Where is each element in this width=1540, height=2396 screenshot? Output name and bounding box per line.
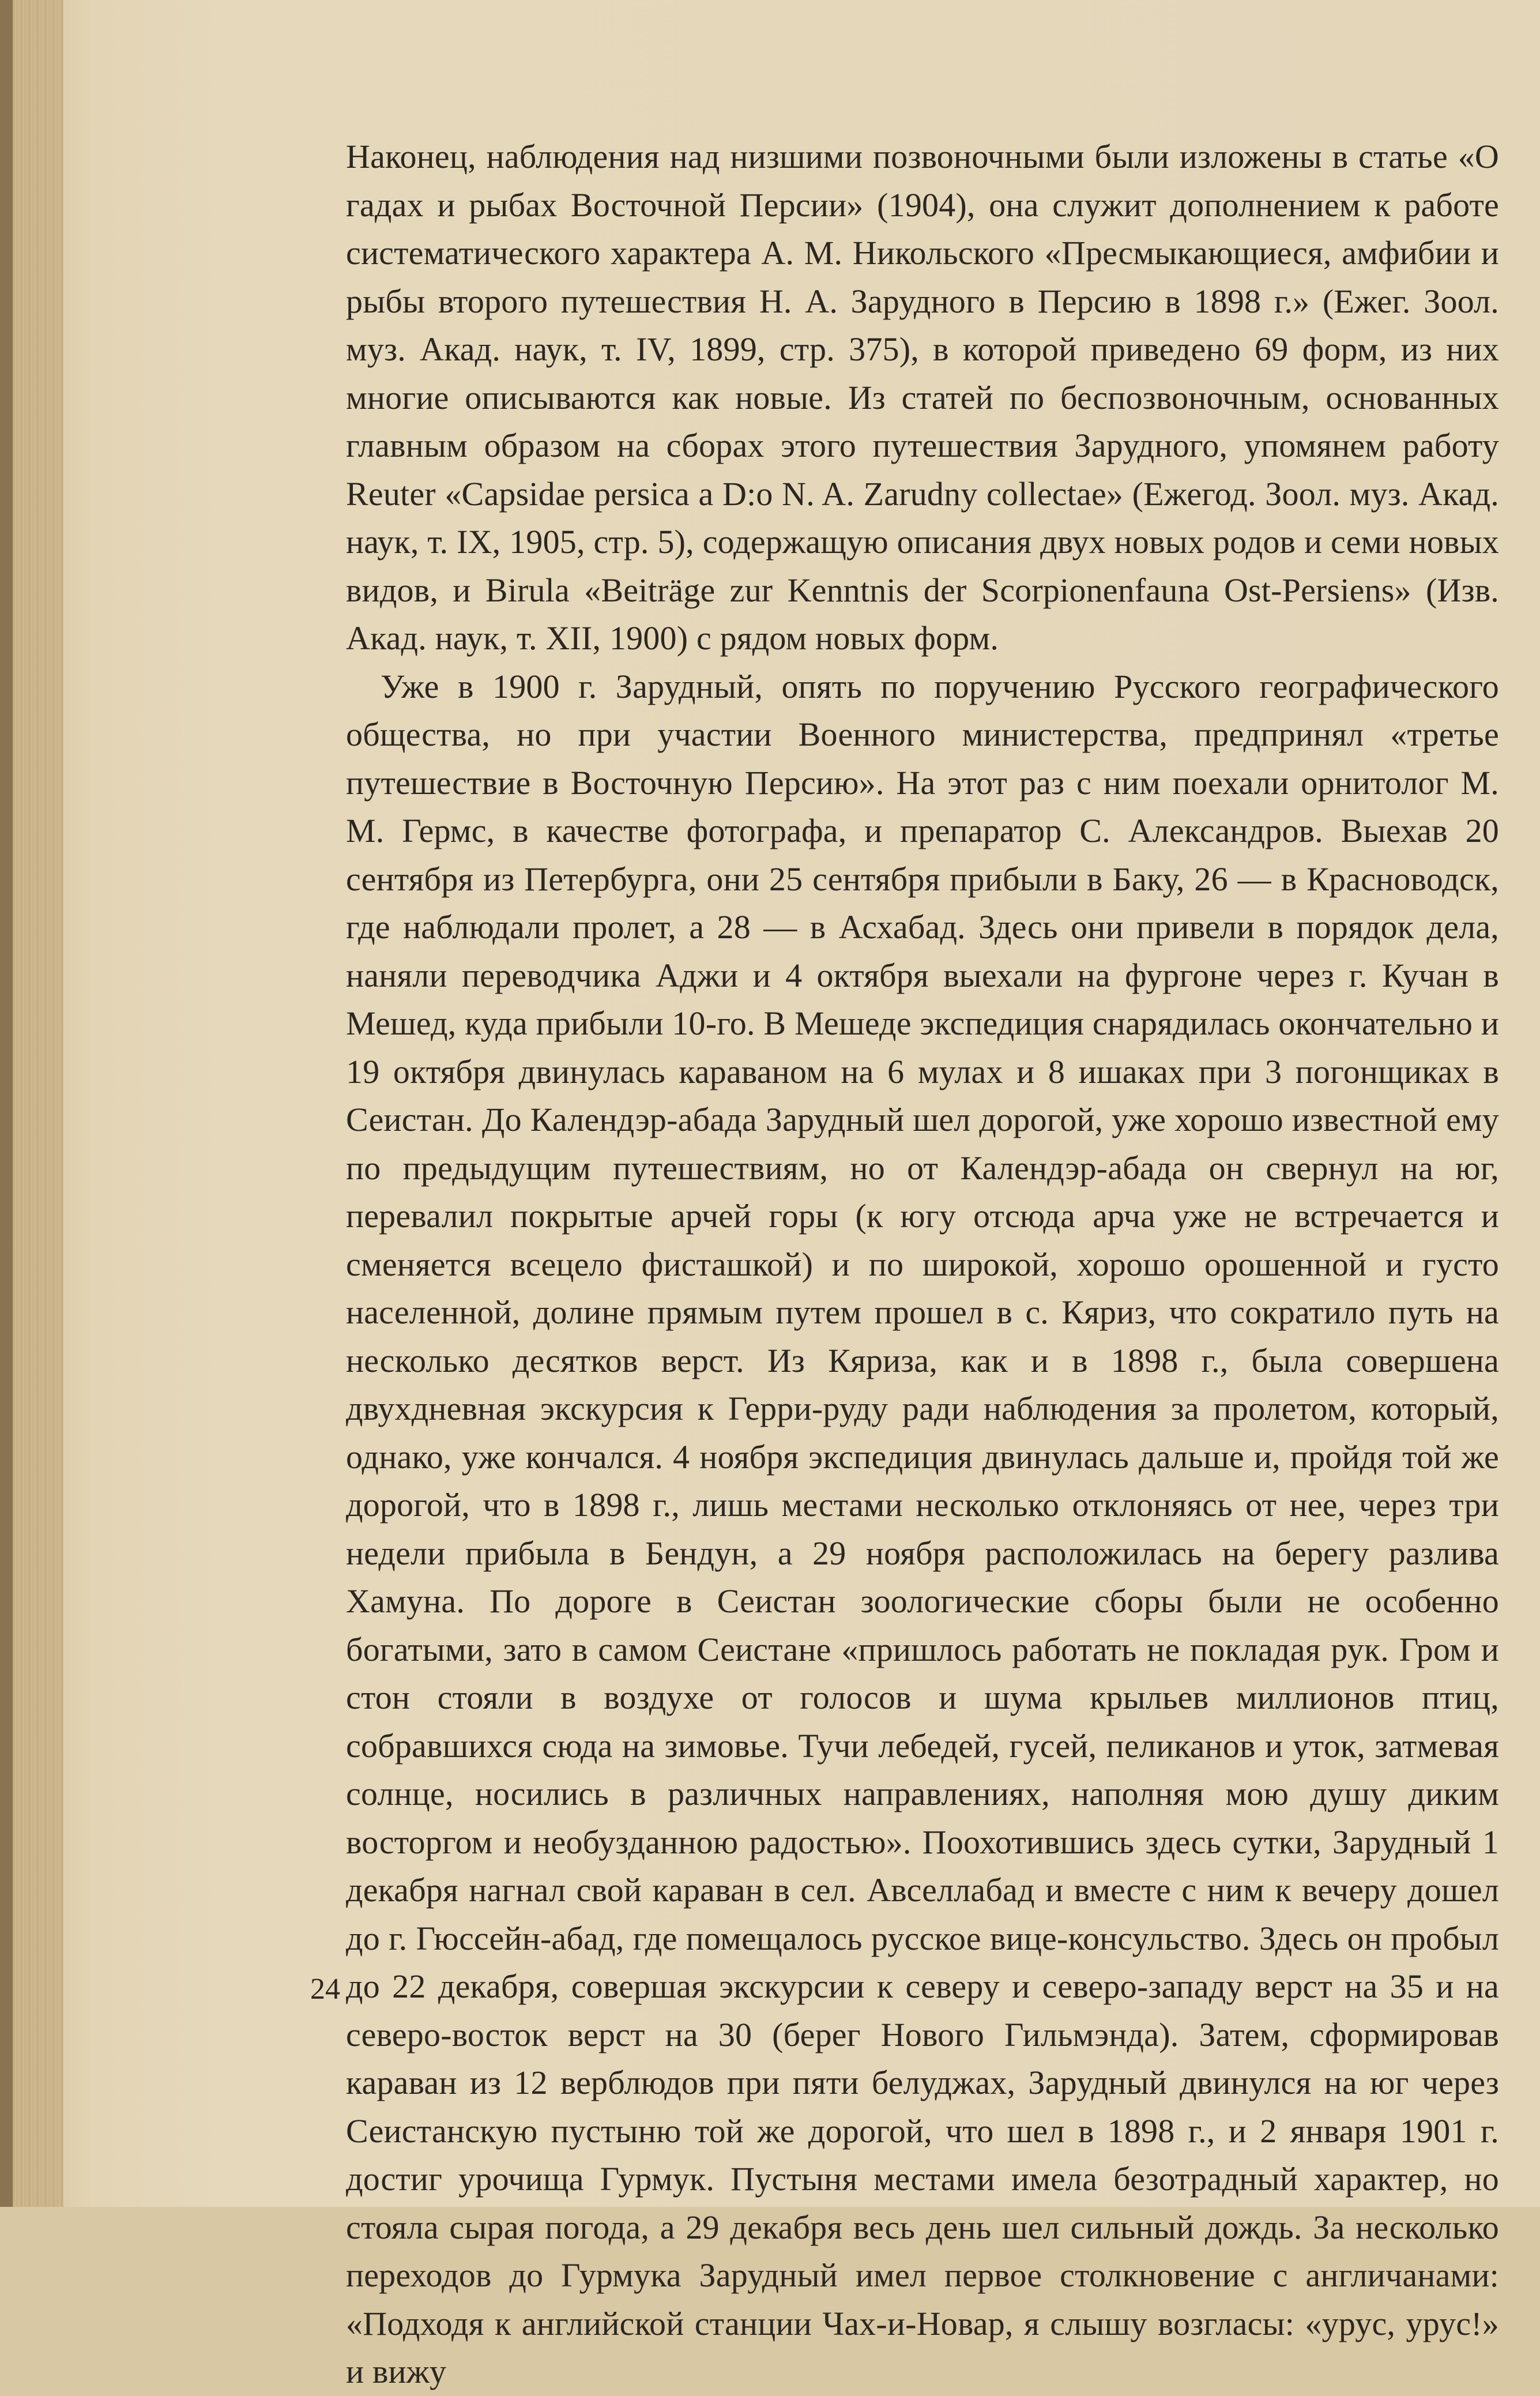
paragraph-2: Уже в 1900 г. Зарудный, опять по поручению Русского географического общества, но при участии Военного министерства, предпринял «третье путешествие в Восточную Персию». На этот раз с ним поехали орнитолог М. М. Гермс, в качестве фотографа, и препаратор С. Александров. Выехав 20 сентября из Петербурга, они 25 сентября прибыли в Баку, 26 — в Красноводск, где наблюдали пролет, а 28 — в Асхабад. Здесь они привели в порядок дела, наняли переводчика Аджи и 4 октября выехали на фургоне через г. Кучан в Мешед, куда прибыли 10-го. В Мешеде экспедиция снарядилась окончательно и 19 октября двинулась караваном на 6 мулах и 8 ишаках при 3 погонщиках в Сеистан. До Календэр-абада Зарудный шел дорогой, уже хорошо известной ему по предыдущим путешествиям, но от Календэр-абада он свернул на юг, перевалил покрытые арчей горы (к югу отсюда арча уже не встречается и сменяется всецело фисташкой) и по широкой, хорошо орошенной и густо населенной, долине прямым путем прошел в с. Кяриз, что сократило путь на несколько десятков верст. Из Кяриза, как и в 1898 г., была совершена двухдневная экскурсия к Герри-руду ради наблюдения за пролетом, который, однако, уже кончался. 4 ноября экспедиция двинулась дальше и, пройдя той же дорогой, что в 1898 г., лишь местами несколько отклоняясь от нее, через три недели прибыла в Бендун, а 29 ноября расположилась на берегу разлива Хамуна. По дороге в Сеистан зоологические сборы были не особенно богатыми, зато в самом Сеистане «пришлось работать не покладая рук. Гром и стон стояли в воздухе от голосов и шума крыльев миллионов птиц, собравшихся сюда на зимовье. Тучи лебедей, гусей, пеликанов и уток, затмевая солнце, носились в различных направлениях, наполняя мою душу диким восторгом и необузданною радостью». Поохотившись здесь сутки, Зарудный 1 декабря нагнал свой караван в сел. Авселлабад и вместе с ним к вечеру дошел до г. Гюссейн-абад, где помещалось русское вице-консульство. Здесь он пробыл до 22 декабря, совершая экскурсии к северу и северо-западу верст на 35 и на северо-восток верст на 30 (берег Нового Гильмэнда). Затем, сформировав караван из 12 верблюдов при пяти белуджах, Зарудный двинулся на юг через Сеистанскую пустыню той же дорогой, что шел в 1898 г., и 2 января 1901 г. достиг урочища Гурмук. Пустыня местами имела безотрадный характер, но стояла сырая погода, а 29 декабря весь день шел сильный дождь. За несколько переходов до Гурмука Зарудный имел первое столкновение с англичанами: «Подходя к английской станции Чах-и-Новар, я слышу возгласы: «урус, урус!» и вижу bbox=[346, 667, 1499, 2390]
page-text-block bbox=[346, 133, 1499, 2390]
page-number: 24 bbox=[310, 1973, 340, 2006]
paragraph-1: Наконец, наблюдения над низшими позвоночными были изложены в статье «О гадах и рыбах Восточной Персии» (1904), она служит дополнением к работе систематического характера А. М. Никольского «Пресмыкающиеся, амфибии и рыбы второго путешествия Н. А. Зарудного в Персию в 1898 г.» (Ежег. Зоол. муз. Акад. наук, т. IV, 1899, стр. 375), в которой приведено 69 форм, из них многие описываются как новые. Из статей по беспозвоночным, основанных главным образом на сборах этого путешествия Зарудного, упомянем работу Reuter «Capsidae persica a D:o N. A. Zarudny collectae» (Ежегод. Зоол. муз. Акад. наук, т. IX, 1905, стр. 5), содержащую описания двух новых родов и семи новых видов, и Birula «Beiträge zur Kenntnis der Scorpionenfauna Ost-Persiens» (Изв. Акад. наук, т. XII, 1900) с рядом новых форм. bbox=[346, 138, 1499, 657]
scan-border bbox=[0, 0, 13, 2207]
